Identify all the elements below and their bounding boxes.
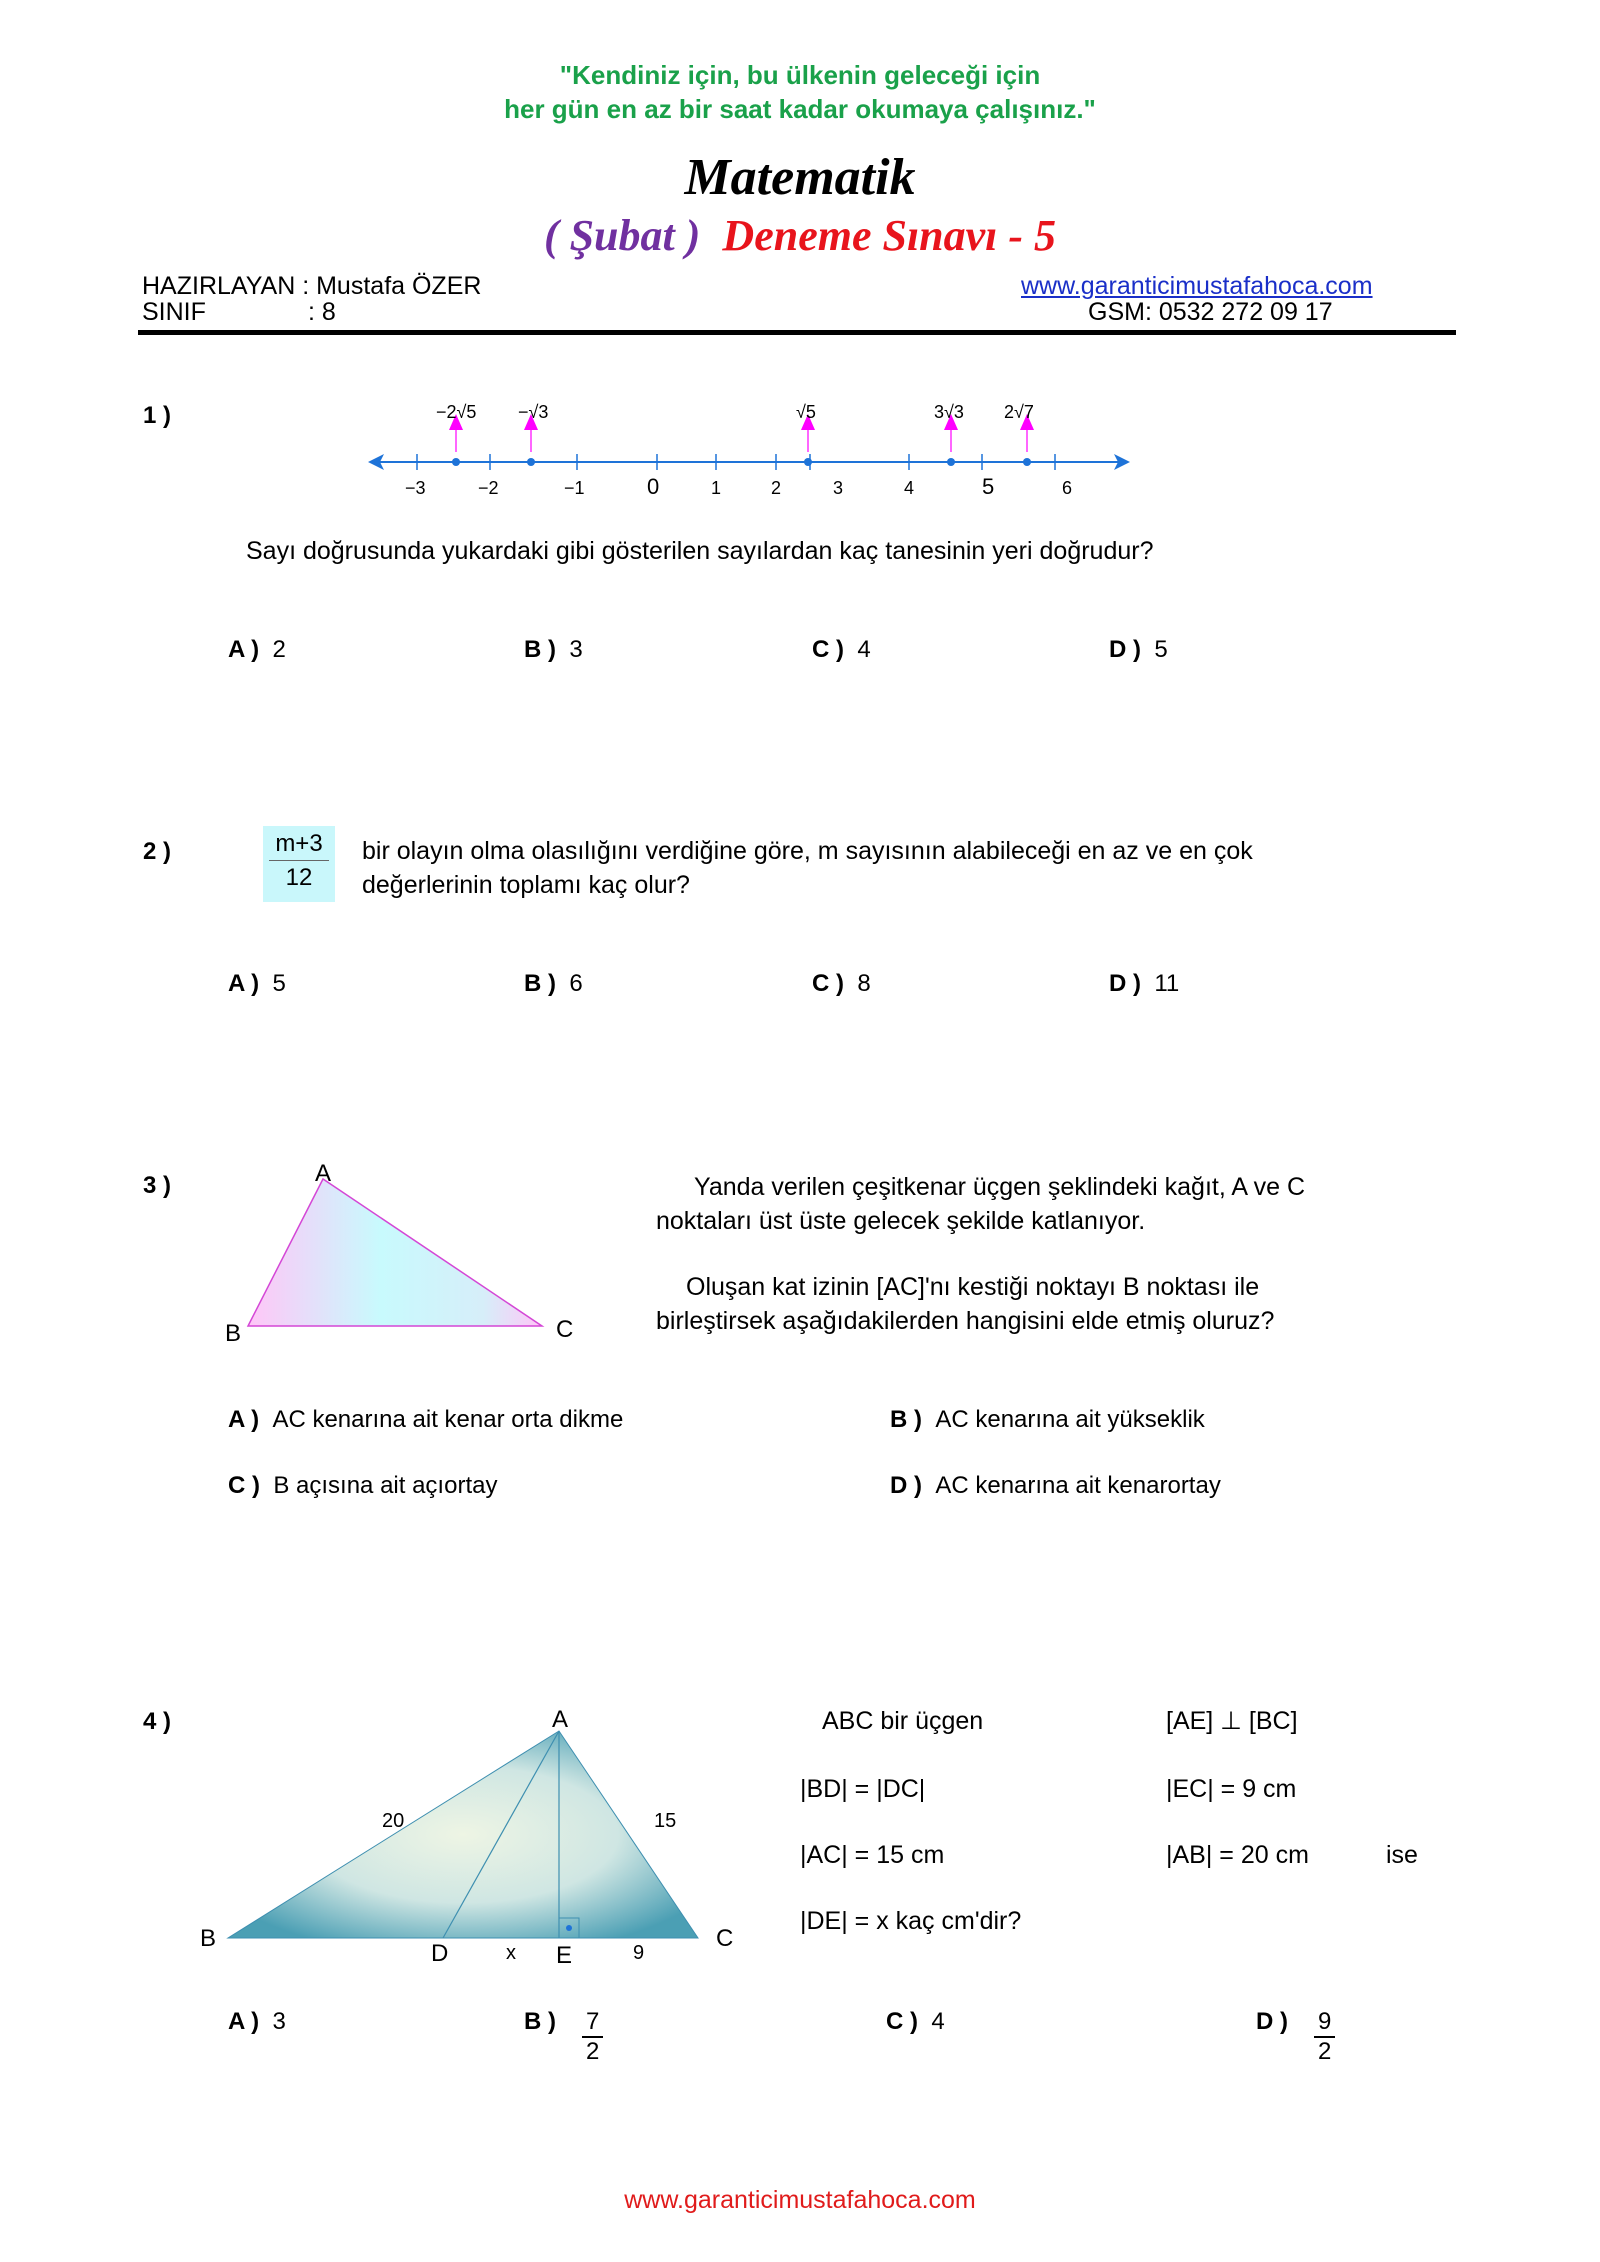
given-statement: [AE] ⊥ [BC] <box>1166 1707 1298 1735</box>
option-letter: A ) <box>228 970 260 997</box>
option-value: 11 <box>1154 970 1180 997</box>
question-3-text: Oluşan kat izinin [AC]'nı kestiği noktayı B noktası ile <box>686 1273 1260 1301</box>
option-value: 6 <box>569 970 583 997</box>
option-letter: C ) <box>812 970 844 997</box>
tick-label: 1 <box>711 478 722 498</box>
option-letter: B ) <box>890 1406 922 1433</box>
subject-title: Matematik <box>684 149 916 206</box>
option-value: 3 <box>272 2008 286 2035</box>
tick-label: −2 <box>478 478 499 498</box>
footer-website[interactable]: www.garanticimustafahoca.com <box>624 2186 976 2214</box>
option-value: 3 <box>569 636 583 663</box>
tick-label: −1 <box>564 478 585 498</box>
tick-label: 2 <box>771 478 782 498</box>
q2-option-d[interactable] <box>1109 970 1179 998</box>
option-letter: A ) <box>228 636 260 663</box>
option-value: 2 <box>272 636 286 663</box>
question-3-number: 3 ) <box>143 1172 172 1199</box>
q2-option-b[interactable] <box>524 970 583 998</box>
tick-label: 4 <box>904 478 915 498</box>
q4-option-a[interactable] <box>228 2008 286 2036</box>
q3-option-c[interactable] <box>228 1472 497 1500</box>
fraction-box <box>263 826 335 902</box>
question-1-number: 1 ) <box>143 402 172 429</box>
mark-label: −√3 <box>518 402 549 422</box>
given-statement: |AC| = 15 cm <box>800 1841 945 1869</box>
tick-label: −3 <box>405 478 426 498</box>
side-15-label: 15 <box>654 1810 677 1832</box>
scalene-triangle-figure <box>230 1170 570 1340</box>
exam-title: Deneme Sınavı - 5 <box>722 211 1057 260</box>
option-value: 5 <box>272 970 286 997</box>
option-letter: C ) <box>886 2008 918 2035</box>
segment-9-label: 9 <box>633 1942 645 1964</box>
tick-label: 3 <box>833 478 844 498</box>
q1-option-a[interactable] <box>228 636 286 664</box>
class-label: SINIF <box>142 298 206 326</box>
q4-option-d[interactable] <box>1256 2008 1335 2066</box>
given-statement: |EC| = 9 cm <box>1166 1775 1297 1803</box>
mark-label: 3√3 <box>934 402 964 422</box>
vertex-b-label: B <box>200 1925 217 1952</box>
option-letter: B ) <box>524 970 556 997</box>
q1-option-c[interactable] <box>812 636 871 664</box>
vertex-a-label: A <box>315 1160 332 1187</box>
mark-label: 2√7 <box>1004 402 1034 422</box>
fraction-numerator: 7 <box>582 2008 603 2038</box>
q4-option-b[interactable] <box>524 2008 603 2066</box>
fraction-numerator: m+3 <box>269 828 329 861</box>
tick-label: 0 <box>647 474 660 499</box>
option-letter: D ) <box>1256 2008 1288 2035</box>
question-3-text: Yanda verilen çeşitkenar üçgen şeklindeki kağıt, A ve C <box>694 1173 1305 1201</box>
option-value: AC kenarına ait yükseklik <box>935 1406 1205 1433</box>
question-1-text: Sayı doğrusunda yukardaki gibi gösterilen sayılardan kaç tanesinin yeri doğrudur? <box>246 537 1154 565</box>
option-letter: D ) <box>1109 970 1141 997</box>
vertex-e-label: E <box>556 1942 573 1969</box>
option-value: B açısına ait açıortay <box>273 1472 498 1499</box>
fraction-denominator: 2 <box>1318 2038 1332 2065</box>
q1-option-d[interactable] <box>1109 636 1168 664</box>
mark-label: √5 <box>796 402 816 422</box>
option-value: 5 <box>1154 636 1168 663</box>
option-letter: B ) <box>524 636 556 663</box>
fraction-numerator: 9 <box>1314 2008 1335 2038</box>
option-value: AC kenarına ait kenar orta dikme <box>272 1406 624 1433</box>
question-4-text: |DE| = x kaç cm'dir? <box>800 1907 1022 1935</box>
q2-option-c[interactable] <box>812 970 871 998</box>
exam-subtitle <box>0 210 1600 261</box>
option-letter: C ) <box>228 1472 260 1499</box>
question-3-text: birleştirsek aşağıdakilerden hangisini elde etmiş oluruz? <box>656 1307 1275 1335</box>
header-divider <box>138 330 1456 335</box>
website-link[interactable]: www.garanticimustafahoca.com <box>1021 272 1373 300</box>
fraction-denominator: 12 <box>285 864 313 891</box>
option-letter: A ) <box>228 2008 260 2035</box>
vertex-c-label: C <box>556 1316 574 1343</box>
vertex-d-label: D <box>431 1940 449 1967</box>
question-2-line-1: bir olayın olma olasılığını verdiğine göre, m sayısının alabileceği en az ve en çok <box>362 837 1253 865</box>
fraction <box>582 2008 603 2066</box>
option-letter: D ) <box>1109 636 1141 663</box>
mark-label: −2√5 <box>436 402 477 422</box>
triangle-abc-figure <box>220 1725 710 1945</box>
given-statement: |BD| = |DC| <box>800 1775 926 1803</box>
q2-option-a[interactable] <box>228 970 286 998</box>
fraction-denominator: 2 <box>586 2038 600 2065</box>
tick-label: 6 <box>1062 478 1073 498</box>
author: HAZIRLAYAN : Mustafa ÖZER <box>142 272 482 300</box>
question-2-line-2: değerlerinin toplamı kaç olur? <box>362 871 690 899</box>
given-statement: |AB| = 20 cm <box>1166 1841 1309 1869</box>
gsm-number: GSM: 0532 272 09 17 <box>1088 298 1333 326</box>
segment-x-label: x <box>506 1942 516 1964</box>
option-value: 4 <box>857 636 871 663</box>
q4-option-c[interactable] <box>886 2008 945 2036</box>
motto-line-1: "Kendiniz için, bu ülkenin geleceği için <box>559 60 1041 90</box>
option-letter: B ) <box>524 2008 556 2035</box>
tick-label: 5 <box>982 474 995 499</box>
option-letter: A ) <box>228 1406 260 1433</box>
side-20-label: 20 <box>382 1810 405 1832</box>
q3-option-d[interactable] <box>890 1472 1221 1500</box>
q3-option-b[interactable] <box>890 1406 1205 1434</box>
given-statement: ise <box>1386 1841 1418 1869</box>
question-4-number: 4 ) <box>143 1708 172 1735</box>
q1-option-b[interactable] <box>524 636 583 664</box>
option-letter: C ) <box>812 636 844 663</box>
question-2-number: 2 ) <box>143 838 172 865</box>
option-value: 4 <box>931 2008 945 2035</box>
option-value: AC kenarına ait kenarortay <box>935 1472 1221 1499</box>
vertex-b-label: B <box>225 1320 242 1347</box>
option-letter: D ) <box>890 1472 922 1499</box>
q3-option-a[interactable] <box>228 1406 623 1434</box>
motto-line-2: her gün en az bir saat kadar okumaya çalışınız." <box>504 94 1096 124</box>
given-statement: ABC bir üçgen <box>822 1707 984 1735</box>
fraction <box>1314 2008 1335 2066</box>
vertex-c-label: C <box>716 1925 734 1952</box>
month-label: ( Şubat ) <box>543 211 701 260</box>
question-3-text: noktaları üst üste gelecek şekilde katlanıyor. <box>656 1207 1146 1235</box>
option-value: 8 <box>857 970 871 997</box>
vertex-a-label: A <box>552 1706 569 1733</box>
class-value: : 8 <box>308 298 336 326</box>
